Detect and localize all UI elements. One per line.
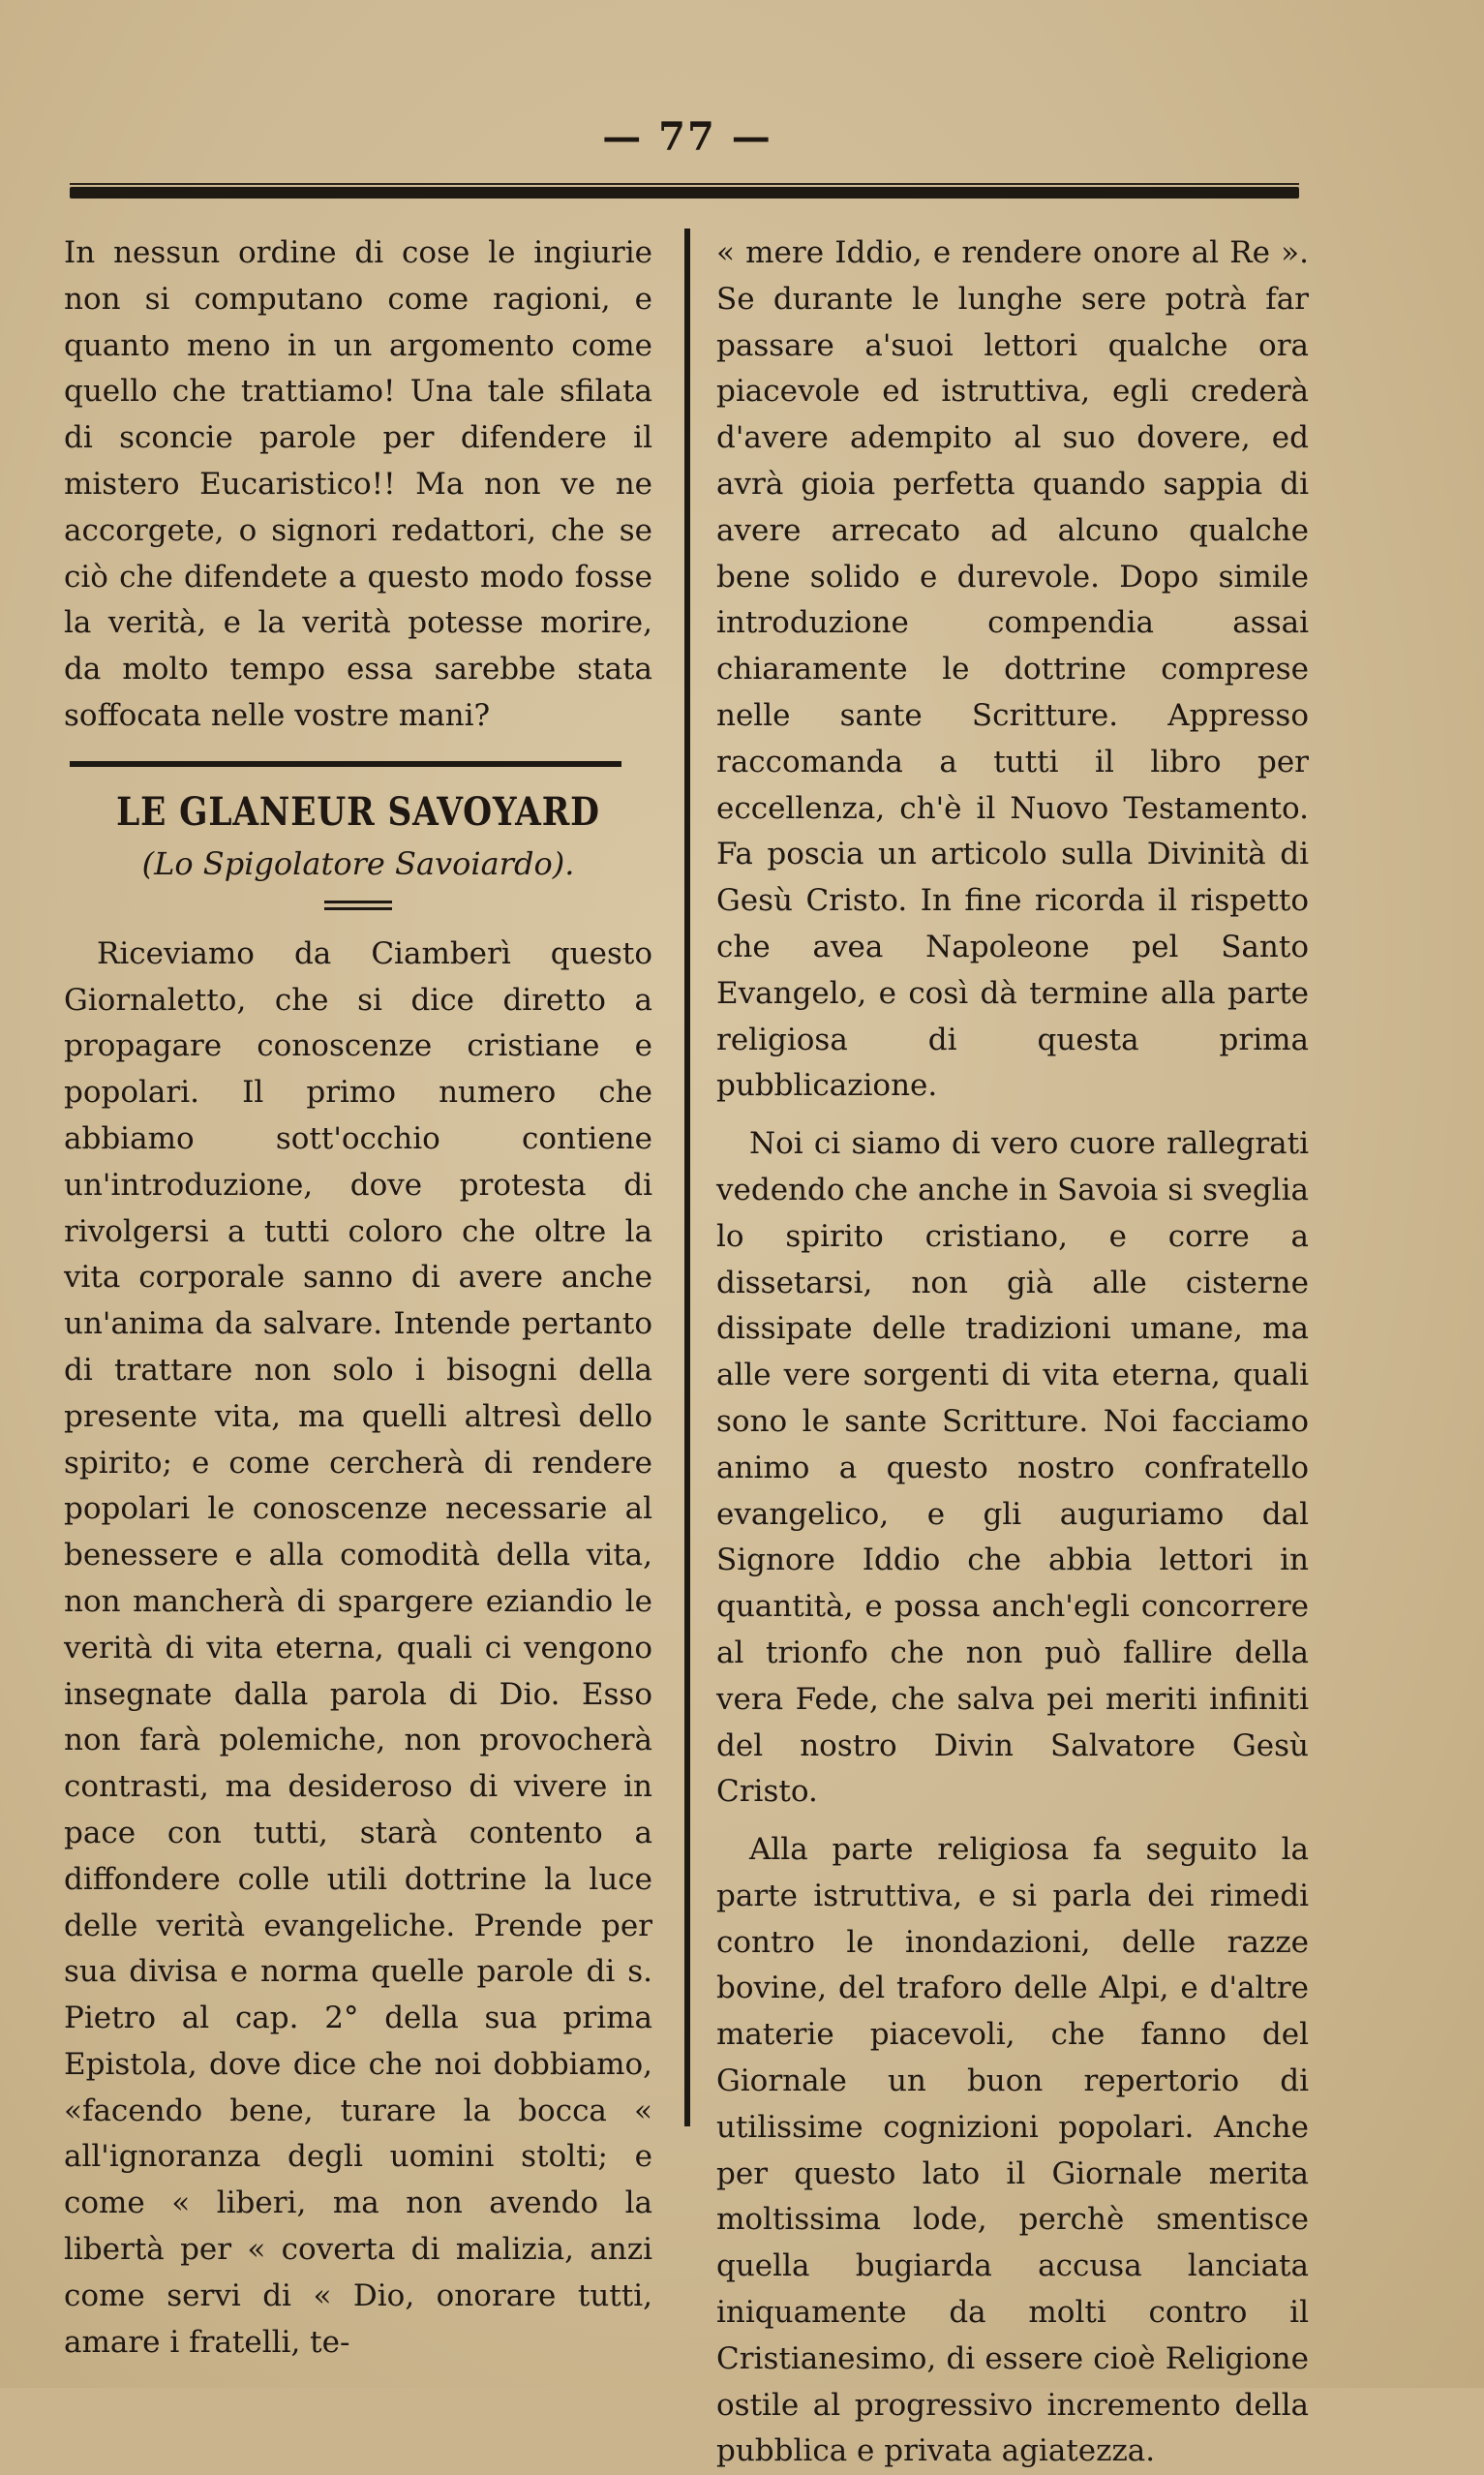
article-title: LE GLANEUR SAVOYARD bbox=[116, 788, 600, 835]
column-divider bbox=[684, 229, 690, 2126]
right-column bbox=[716, 230, 1309, 2475]
intro-paragraph: In nessun ordine di cose le ingiurie non si computano come ragioni, e quanto meno in un argomento come quello che trattiamo! Una tale sfilata di sconcie parole per difendere il mistero Eucaristico!! Ma non ve ne accorgete, o signori redattori, che se ciò che difendete a questo modo fosse la verità, e la verità potesse morire, da molto tempo essa sarebbe stata soffocata nelle vostre mani? bbox=[64, 235, 652, 733]
paragraph-3: Alla parte religiosa fa seguito la parte istruttiva, e si parla dei rimedi contro le inondazioni, delle razze bovine, del traforo delle Alpi, e d'altre materie piacevoli, che fanno del Giornale un buon repertorio di utilissime cognizioni popolari. Anche per questo lato il Giornale merita moltissima lode, perchè smentisce quella bugiarda accusa lanciata iniquamente da molti contro il Cristianesimo, di essere cioè Religione ostile al progressivo incremento della pubblica e privata agiatezza. bbox=[716, 1832, 1309, 2469]
paragraph-2: Noi ci siamo di vero cuore rallegrati vedendo che anche in Savoia si sveglia lo spirito cristiano, e corre a dissetarsi, non già alle cisterne dissipate delle tradizioni umane, ma alle vere sorgenti di vita eterna, quali sono le sante Scritture. Noi facciamo animo a questo nostro confratello evangelico, e gli auguriamo dal Signore Iddio che abbia lettori in quantità, e possa anch'egli concorrere al trionfo che non può fallire della vera Fede, che salva pei meriti infiniti del nostro Divin Salvatore Gesù Cristo. bbox=[716, 1126, 1309, 1810]
header-rule bbox=[70, 187, 1299, 199]
header-thin-rule bbox=[70, 183, 1299, 185]
continued-paragraph: « mere Iddio, e rendere onore al Re ». Se durante le lunghe sere potrà far passare a'suoi lettori qualche ora piacevole ed istruttiva, egli crederà d'avere adempito al suo dovere, ed avrà gioia perfetta quando sappia di avere arrecato ad alcuno qualche bene solido e durevole. Dopo simile introduzione compendia assai chiaramente le dottrine comprese nelle sante Scritture. Appresso raccomanda a tutti il libro per eccellenza, ch'è il Nuovo Testamento. Fa poscia un articolo sulla Divinità di Gesù Cristo. In fine ricorda il rispetto che avea Napoleone pel Santo Evangelo, e così dà termine alla parte religiosa di questa prima pubblicazione. bbox=[716, 235, 1309, 1104]
article-subtitle: (Lo Spigolatore Savoiardo). bbox=[141, 844, 575, 882]
page-number: — 77 — bbox=[602, 114, 772, 160]
section-divider bbox=[70, 761, 621, 767]
article-body-paragraph: Riceviamo da Ciamberì questo Giornaletto, che si dice diretto a propagare conoscenze cristiane e popolari. Il primo numero che abbiamo sott'occhio contiene un'introduzione, dove protesta di rivolgersi a tutti coloro che oltre la vita corporale sanno di avere anche un'anima da salvare. Intende pertanto di trattare non solo i bisogni della presente vita, ma quelli altresì dello spirito; e come cercherà di rendere popolari le conoscenze necessarie al benessere e alla comodità della vita, non mancherà di spargere eziandio le verità di vita eterna, quali ci vengono insegnate dalla parola di Dio. Esso non farà polemiche, non provocherà contrasti, ma desideroso di vivere in pace con tutti, starà contento a diffondere colle utili dottrine la luce delle verità evangeliche. Prende per sua divisa e norma quelle parole di s. Pietro al cap. 2° della sua prima Epistola, dove dice che noi dobbiamo, «facendo bene, turare la bocca « all'ignoranza degli uomini stolti; e come « liberi, ma non avendo la libertà per « coverta di malizia, anzi come servi di « Dio, onorare tutti, amare i fratelli, te- bbox=[64, 935, 652, 2360]
title-double-rule bbox=[324, 901, 392, 910]
left-column bbox=[64, 230, 652, 2366]
